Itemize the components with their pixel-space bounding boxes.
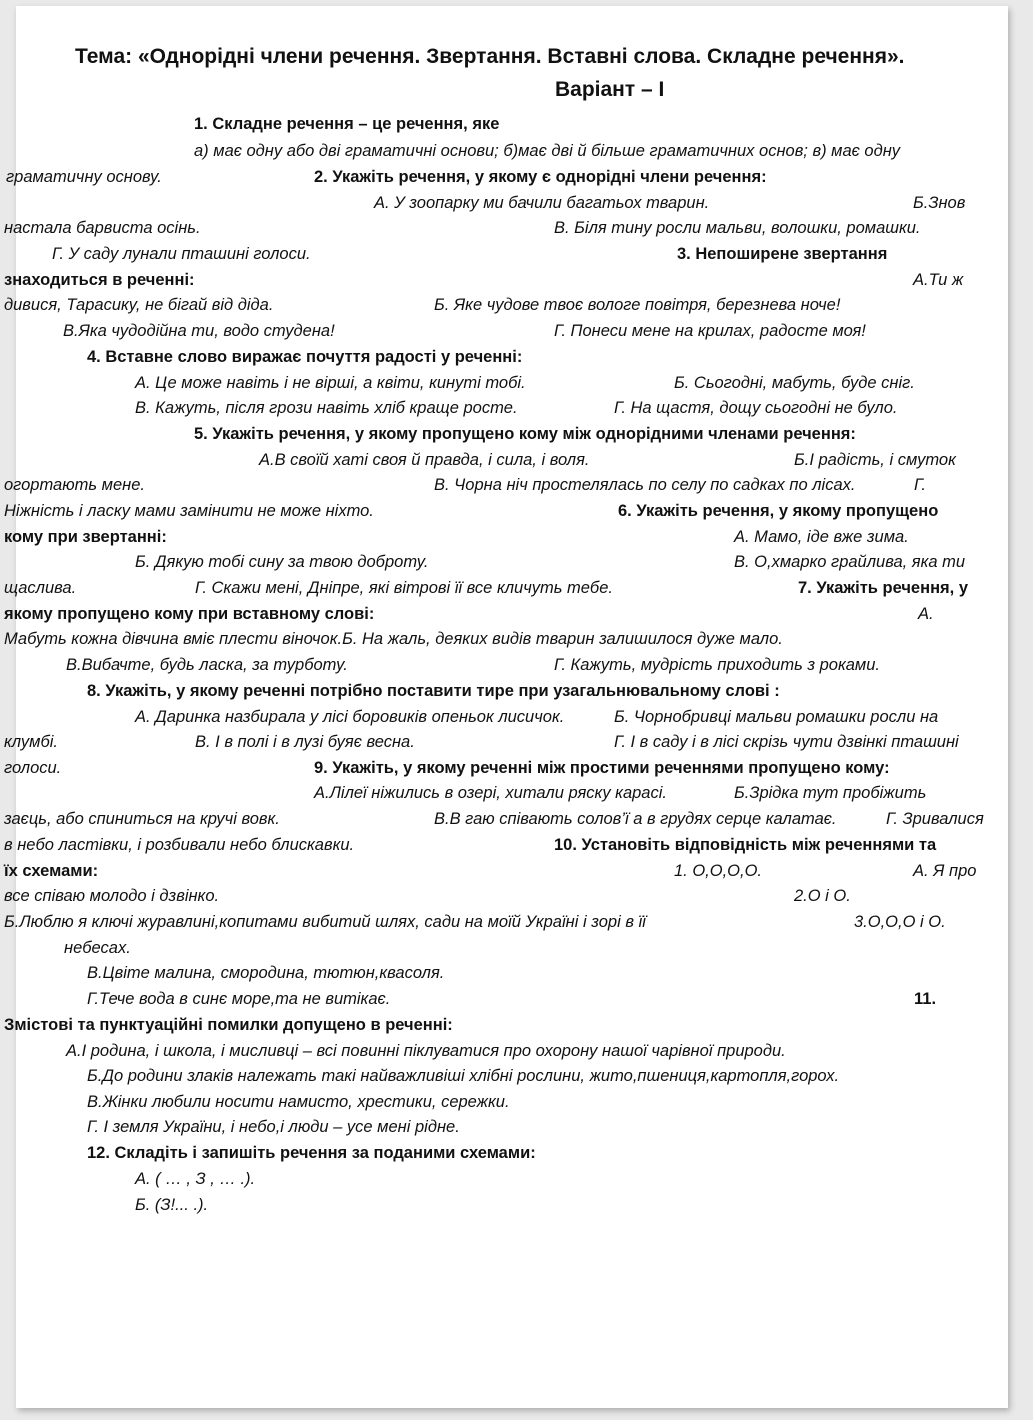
answer-line: А.В своїй хаті своя й правда, і сила, і воля. — [259, 451, 590, 469]
answer-line: Г. Понеси мене на крилах, радосте моя! — [554, 322, 866, 340]
answer-line: В.Яка чудодійна ти, водо студена! — [63, 322, 335, 340]
question-1: 1. Складне речення – це речення, яке — [194, 115, 500, 133]
scheme-b: Б. (З!... .). — [135, 1196, 209, 1214]
answer-line: В.Вибачте, будь ласка, за турботу. — [66, 656, 348, 674]
answer-line: А. — [918, 605, 934, 623]
answer-line: Б.І радість, і смуток — [794, 451, 956, 469]
answer-line: Б.Зрідка тут пробіжить — [734, 784, 927, 802]
question-9: 9. Укажіть, у якому реченні між простими реченнями пропущено кому: — [314, 759, 890, 777]
answer-line: Г. — [914, 476, 926, 494]
answer-line: А. Даринка назбирала у лісі боровиків опеньок лисичок. — [135, 708, 565, 726]
question-11-cont: Змістові та пунктуаційні помилки допущено в реченні: — [4, 1016, 453, 1034]
question-3: 3. Непоширене звертання — [677, 245, 888, 263]
document-page — [4, 6, 1008, 1408]
answer-line: А. Я про — [913, 862, 977, 880]
question-2: 2. Укажіть речення, у якому є однорідні члени речення: — [314, 168, 767, 186]
answer-line: Ніжність і ласку мами замінити не може ніхто. — [4, 502, 374, 520]
answer-line: Б.Люблю я ключі журавлині,копитами вибитий шлях, сади на моїй Україні і зорі в її — [4, 913, 646, 931]
answer-line: А. Це може навіть і не вірші, а квіти, кинуті тобі. — [135, 374, 526, 392]
answer-line: все співаю молодо і дзвінко. — [4, 887, 220, 905]
answer-line: заєць, або спиниться на кручі вовк. — [4, 810, 280, 828]
answer-line: В. І в полі і в лузі буяє весна. — [195, 733, 415, 751]
answer-line: Г. Скажи мені, Дніпре, які вітрові її все кличуть тебе. — [195, 579, 613, 597]
answer-line: настала барвиста осінь. — [4, 219, 201, 237]
answer-line: Г. На щастя, дощу сьогодні не було. — [614, 399, 898, 417]
answer-line: небесах. — [64, 939, 131, 957]
answer-line: А.Лілеї ніжились в озері, хитали ряску карасі. — [314, 784, 667, 802]
answer-line: Б. Сьогодні, мабуть, буде сніг. — [674, 374, 915, 392]
question-8: 8. Укажіть, у якому реченні потрібно поставити тире при узагальнювальному слові : — [87, 682, 780, 700]
answer-line: Б.Знов — [913, 194, 966, 212]
answer-line: Б. Яке чудове твоє вологе повітря, березнева ноче! — [434, 296, 841, 314]
answer-line: Б.До родини злаків належать такі найважливіші хлібні рослини, жито,пшениця,картопля,горох. — [87, 1067, 840, 1085]
answer-line: А. У зоопарку ми бачили багатьох тварин. — [374, 194, 710, 212]
answer-line: Г. Зривалися — [886, 810, 984, 828]
answer-line: клумбі. — [4, 733, 59, 751]
answer-line: А.І родина, і школа, і мисливці – всі повинні піклуватися про охорону нашої чарівної природи. — [66, 1042, 786, 1060]
question-4: 4. Вставне слово виражає почуття радості у реченні: — [87, 348, 523, 366]
answer-line: В.В гаю співають солов’ї а в грудях серце калатає. — [434, 810, 837, 828]
answer-line: В. Біля тину росли мальви, волошки, ромашки. — [554, 219, 921, 237]
answer-line: В.Жінки любили носити намисто, хрестики, сережки. — [87, 1093, 510, 1111]
question-10: 10. Установіть відповідність між реченнями та — [554, 836, 937, 854]
answer-line: голоси. — [4, 759, 62, 777]
question-11: 11. — [914, 990, 937, 1008]
answer-line: щаслива. — [4, 579, 77, 597]
question-7: 7. Укажіть речення, у — [798, 579, 969, 597]
answer-line: в небо ластівки, і розбивали небо блискавки. — [4, 836, 355, 854]
question-12: 12. Складіть і запишіть речення за поданими схемами: — [87, 1144, 536, 1162]
question-6: 6. Укажіть речення, у якому пропущено — [618, 502, 939, 520]
question-6-cont: кому при звертанні: — [4, 528, 167, 546]
scheme-a: А. ( … , З , … .). — [135, 1170, 256, 1188]
scheme-1: 1. О,О,О,О. — [674, 862, 763, 880]
answer-line: а) має одну або дві граматичні основи; б)має дві й більше граматичних основ; в) має одну — [194, 142, 901, 160]
answer-line: огортають мене. — [4, 476, 145, 494]
answer-line: Г.Тече вода в синє море,та не витікає. — [87, 990, 391, 1008]
answer-line: В.Цвіте малина, смородина, тютюн,квасоля. — [87, 964, 445, 982]
answer-line: А.Ти ж — [913, 271, 964, 289]
answer-line: Мабуть кожна дівчина вміє плести віночок.Б. На жаль, деяких видів тварин залишилося дуже мало. — [4, 630, 783, 648]
document-variant: Варіант – І — [555, 78, 665, 101]
answer-line: Г. У саду лунали пташині голоси. — [52, 245, 311, 263]
question-7-cont: якому пропущено кому при вставному слові: — [4, 605, 375, 623]
answer-line: Г. І земля України, і небо,і люди – усе мені рідне. — [87, 1118, 460, 1136]
answer-line: В. Кажуть, після грози навіть хліб краще росте. — [135, 399, 518, 417]
answer-line: Г. Кажуть, мудрість приходить з роками. — [554, 656, 880, 674]
document-title: Тема: «Однорідні члени речення. Звертання. Вставні слова. Складне речення». — [75, 45, 905, 68]
question-3-cont: знаходиться в реченні: — [4, 271, 195, 289]
question-10-cont: їх схемами: — [4, 862, 99, 880]
question-5: 5. Укажіть речення, у якому пропущено кому між однорідними членами речення: — [194, 425, 856, 443]
answer-line: дивися, Тарасику, не бігай від діда. — [4, 296, 274, 314]
answer-line: В. О,хмарко грайлива, яка ти — [734, 553, 966, 571]
scheme-2: 2.О і О. — [794, 887, 851, 905]
answer-line: В. Чорна ніч простелялась по селу по садках по лісах. — [434, 476, 856, 494]
answer-line: Б. Чорнобривці мальви ромашки росли на — [614, 708, 939, 726]
answer-line: Б. Дякую тобі сину за твою доброту. — [135, 553, 429, 571]
answer-line: А. Мамо, іде вже зима. — [734, 528, 909, 546]
scheme-3: 3.О,О,О і О. — [854, 913, 946, 931]
answer-line: граматичну основу. — [6, 168, 162, 186]
answer-line: Г. І в саду і в лісі скрізь чути дзвінкі пташині — [614, 733, 959, 751]
